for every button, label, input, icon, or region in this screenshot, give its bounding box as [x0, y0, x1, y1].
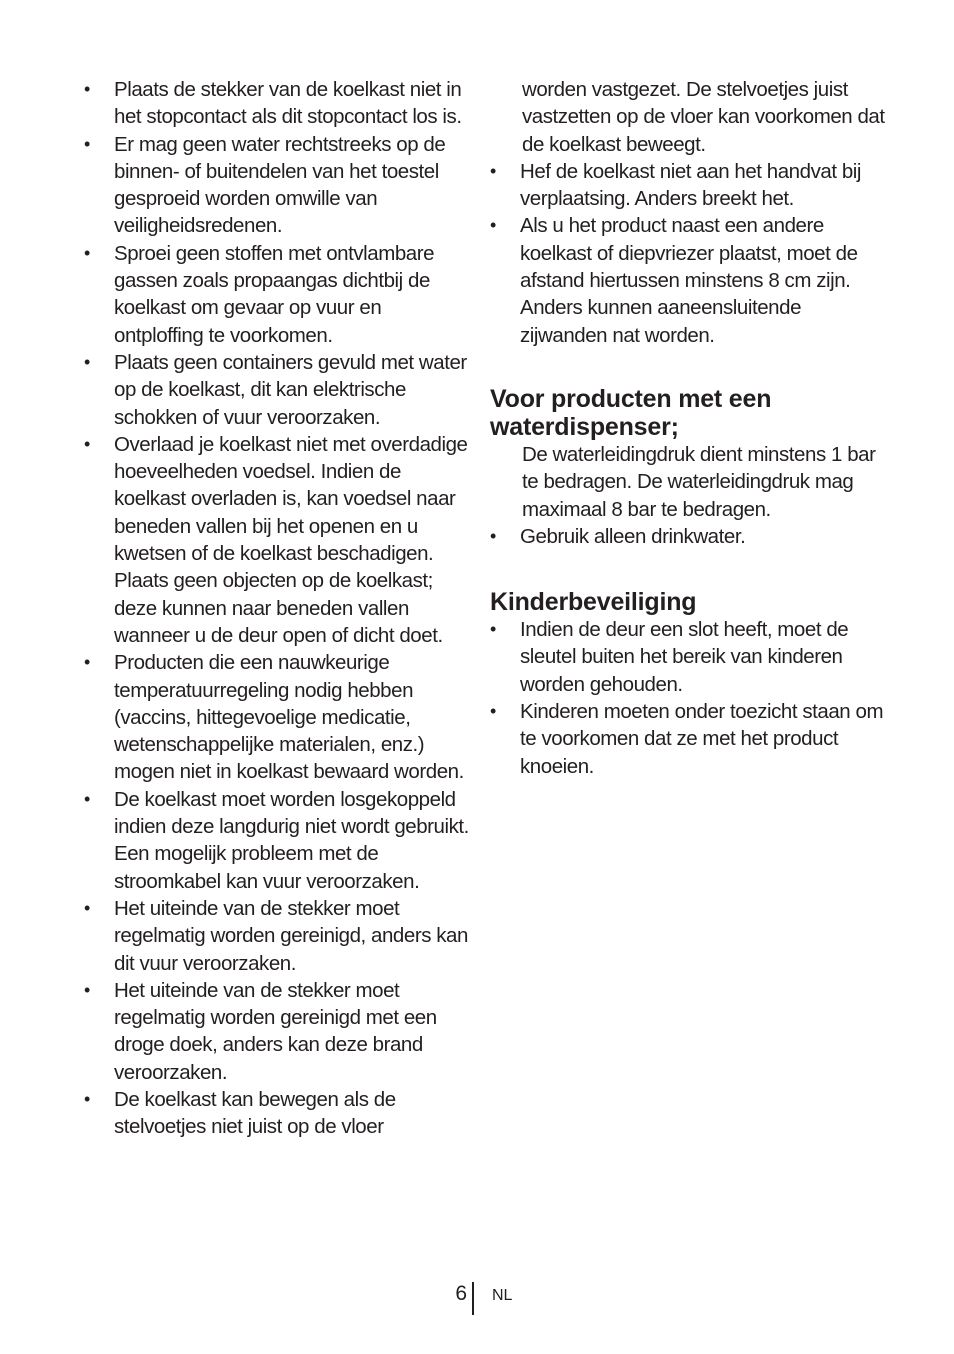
waterdispenser-intro: De waterleidingdruk dient minstens 1 bar te bedragen. De waterleidingdruk mag maximaal 8 bar te bedragen. — [522, 442, 876, 521]
section-heading-child-safety: Kinderbeveiliging — [490, 588, 697, 617]
section-heading-waterdispenser: Voor producten met een waterdispenser; — [490, 384, 772, 441]
list-item: • De koelkast moet worden losgekoppeld indien deze langdurig niet wordt gebruikt. Een mogelijk probleem met de stroomkabel kan vuur veroorzaken. — [84, 787, 469, 893]
language-code: NL — [492, 1287, 513, 1304]
list-item: • Als u het product naast een andere koelkast of diepvriezer plaatst, moet de afstand hiertussen minstens 8 cm zijn. Anders kunnen aaneensluitende zijwanden nat worden. — [490, 214, 858, 347]
safety-list-left — [84, 76, 474, 1141]
list-item: • Hef de koelkast niet aan het handvat bij verplaatsing. Anders breekt het. — [490, 159, 861, 211]
list-item: • De koelkast kan bewegen als de stelvoetjes niet juist op de vloer — [84, 1087, 396, 1139]
bullet-icon: • — [490, 619, 496, 640]
bullet-icon: • — [84, 242, 90, 263]
list-item: • Plaats geen containers gevuld met water op de koelkast, dit kan elektrische schokken of vuur veroorzaken. — [84, 350, 467, 429]
list-item: • Indien de deur een slot heeft, moet de sleutel buiten het bereik van kinderen worden gehouden. — [490, 618, 849, 696]
bullet-icon: • — [84, 79, 90, 99]
bullet-icon: • — [84, 897, 90, 918]
list-item: • Het uiteinde van de stekker moet regelmatig worden gereinigd met een droge doek, anders kan deze brand veroorzaken. — [84, 978, 437, 1084]
list-item: • Gebruik alleen drinkwater. — [490, 523, 885, 550]
list-item: • Overlaad je koelkast niet met overdadige hoeveelheden voedsel. Indien de koelkast overladen is, kan voedsel naar beneden vallen bij het openen en u kwetsen of de koelkast beschadigen. Plaats geen objecten op de koelkast; deze kunnen naar beneden vallen wanneer u de deur open of dicht doet. — [84, 432, 468, 647]
safety-list-right — [490, 158, 885, 349]
list-item: • Sproei geen stoffen met ontvlambare gassen zoals propaangas dichtbij de koelkast om gevaar op vuur en ontploffing te voorkomen. — [84, 241, 435, 347]
left-column — [84, 76, 474, 1141]
footer-divider — [472, 1282, 474, 1315]
bullet-icon: • — [490, 215, 496, 236]
bullet-icon: • — [84, 979, 90, 1000]
waterdispenser-list — [490, 523, 885, 550]
bullet-icon: • — [84, 433, 90, 454]
bullet-icon: • — [84, 351, 90, 372]
list-item: • Producten die een nauwkeurige temperatuurregeling nodig hebben (vaccins, hittegevoelige medicatie, wetenschappelijke materialen, enz.) mogen niet in koelkast bewaard worden. — [84, 651, 464, 784]
page-footer — [0, 1281, 954, 1315]
list-item: • Het uiteinde van de stekker moet regelmatig worden gereinigd, anders kan dit vuur veroorzaken. — [84, 896, 468, 975]
bullet-icon: • — [84, 652, 90, 673]
bullet-icon: • — [490, 525, 496, 546]
right-column — [490, 76, 885, 780]
bullet-icon: • — [490, 701, 496, 722]
list-item: • Plaats de stekker van de koelkast niet in het stopcontact als dit stopcontact los is. — [84, 78, 462, 129]
child-safety-list — [490, 616, 885, 780]
bullet-icon: • — [84, 133, 90, 154]
page-number: 6 — [455, 1282, 467, 1305]
bullet-icon: • — [84, 788, 90, 809]
list-item: • Kinderen moeten onder toezicht staan om te voorkomen dat ze met het product knoeien. — [490, 700, 884, 778]
continued-text: worden vastgezet. De stelvoetjes juist vastzetten op de vloer kan voorkomen dat de koelkast beweegt. — [522, 78, 885, 156]
bullet-icon: • — [84, 1088, 90, 1109]
list-item: • Er mag geen water rechtstreeks op de binnen- of buitendelen van het toestel gesproeid worden omwille van veiligheidsredenen. — [84, 132, 446, 238]
bullet-icon: • — [490, 160, 496, 181]
